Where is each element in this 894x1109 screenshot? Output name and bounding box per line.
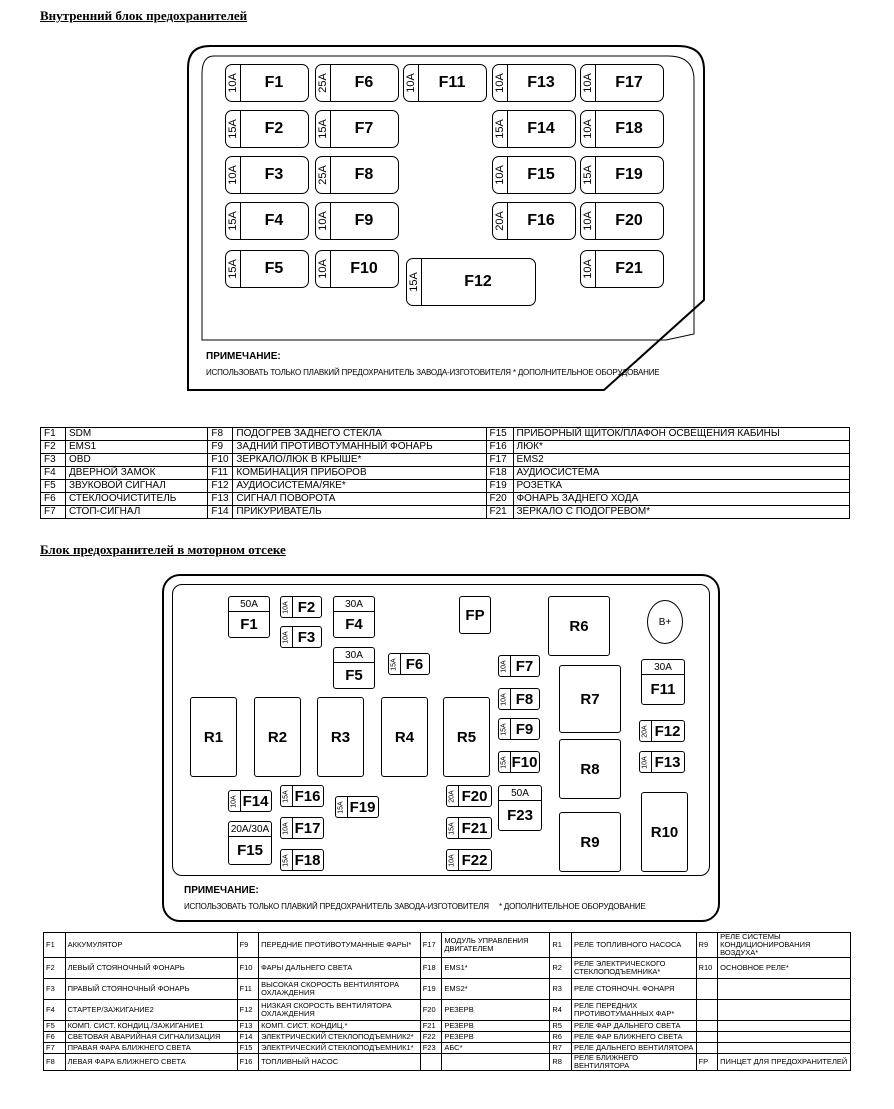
legend-code: F21 <box>486 506 513 519</box>
fuse-id: F16 <box>294 787 321 805</box>
legend-code: F10 <box>208 454 233 467</box>
engine-mini-fuse-f9 <box>498 718 540 740</box>
fuse-id: F16 <box>527 212 555 229</box>
engine-mini-fuse-f12 <box>639 720 685 742</box>
legend-description: РЕЛЕ СТОЯНОЧН. ФОНАРЯ <box>572 979 697 1000</box>
fuse-rating: 15A <box>499 752 511 772</box>
legend-code: F1 <box>44 933 66 958</box>
fuse-rating: 10A <box>316 251 331 287</box>
table-row <box>41 467 850 480</box>
engine-note-text: ИСПОЛЬЗОВАТЬ ТОЛЬКО ПЛАВКИЙ ПРЕДОХРАНИТЕЛЬ ЗАВОДА-ИЗГОТОВИТЕЛЯ * ДОПОЛНИТЕЛЬНОЕ ОБОРУДОВАНИЕ <box>184 902 646 911</box>
legend-code: F6 <box>44 1032 66 1043</box>
engine-legend-table <box>43 932 851 1071</box>
legend-description: ЗЕРКАЛО/ЛЮК В КРЫШЕ* <box>233 454 486 467</box>
fuse-id: F11 <box>650 680 676 698</box>
interior-title: Внутренний блок предохранителей <box>40 8 248 23</box>
engine-mini-fuse-f21 <box>446 817 492 839</box>
engine-mini-fuse-f3 <box>280 626 322 648</box>
legend-description: АККУМУЛЯТОР <box>65 933 237 958</box>
relay-r5: R5 <box>443 697 490 777</box>
legend-code: F4 <box>44 1000 66 1021</box>
fuse-id: F20 <box>461 787 488 805</box>
table-row <box>44 1000 851 1021</box>
table-row <box>44 1054 851 1071</box>
legend-code: F17 <box>420 933 442 958</box>
interior-fuse-f8 <box>315 156 399 194</box>
fuse-rating: 10A <box>281 597 293 617</box>
legend-description: SDM <box>66 428 208 441</box>
legend-description: РЕЛЕ ТОПЛИВНОГО НАСОСА <box>572 933 697 958</box>
legend-description: ТОПЛИВНЫЙ НАСОС <box>259 1054 421 1071</box>
engine-maxi-fuse-f4 <box>333 596 375 638</box>
fuse-id: F1 <box>264 74 284 91</box>
interior-fuse-f13 <box>492 64 576 102</box>
legend-code: R10 <box>696 958 718 979</box>
table-row <box>44 958 851 979</box>
legend-description: EMS2* <box>442 979 550 1000</box>
fuse-rating: 10A <box>281 818 293 838</box>
legend-description: ЛЕВАЯ ФАРА БЛИЖНЕГО СВЕТА <box>65 1054 237 1071</box>
fuse-rating: 50A <box>229 597 269 612</box>
fuse-id: F6 <box>405 655 424 673</box>
legend-code: FP <box>696 1054 718 1071</box>
fuse-rating: 15A <box>316 111 331 147</box>
relay-r6: R6 <box>548 596 610 656</box>
fuse-id: F21 <box>615 260 643 277</box>
legend-code: F19 <box>486 480 513 493</box>
legend-code: F6 <box>41 493 66 506</box>
fuse-rating: 10A <box>447 850 459 870</box>
engine-mini-fuse-f8 <box>498 688 540 710</box>
fuse-id: F3 <box>297 628 316 646</box>
engine-mini-fuse-f7 <box>498 655 540 677</box>
legend-code: F3 <box>44 979 66 1000</box>
legend-description: СТАРТЕР/ЗАЖИГАНИЕ2 <box>65 1000 237 1021</box>
fuse-rating: 25A <box>316 65 331 101</box>
legend-code: F21 <box>420 1021 442 1032</box>
fuse-id: F10 <box>511 753 538 771</box>
legend-description: ВЫСОКАЯ СКОРОСТЬ ВЕНТИЛЯТОРА ОХЛАЖДЕНИЯ <box>259 979 421 1000</box>
legend-code: F23 <box>420 1043 442 1054</box>
engine-mini-fuse-f2 <box>280 596 322 618</box>
fuse-id: F19 <box>615 166 643 183</box>
engine-maxi-fuse-f15 <box>228 821 272 865</box>
legend-code: F5 <box>41 480 66 493</box>
fuse-rating: 10A <box>493 157 508 193</box>
legend-code: F11 <box>208 467 233 480</box>
legend-code: F8 <box>208 428 233 441</box>
legend-description: ПРИКУРИВАТЕЛЬ <box>233 506 486 519</box>
legend-description: АУДИОСИСТЕМА <box>513 467 849 480</box>
legend-description: РЕЛЕ ЭЛЕКТРИЧЕСКОГО СТЕКЛОПОДЪЕМНИКА* <box>572 958 697 979</box>
legend-code: F15 <box>237 1043 259 1054</box>
fuse-id: F19 <box>349 798 376 816</box>
engine-mini-fuse-f22 <box>446 849 492 871</box>
fuse-id: F7 <box>354 120 374 137</box>
fuse-id: F17 <box>294 819 321 837</box>
interior-fuse-f11 <box>403 64 487 102</box>
fuse-rating: 10A <box>581 251 596 287</box>
interior-fuse-f4 <box>225 202 309 240</box>
relay-r3: R3 <box>317 697 364 777</box>
fuse-rating: 10A <box>581 111 596 147</box>
relay-r8: R8 <box>559 739 621 799</box>
legend-code: R5 <box>550 1021 572 1032</box>
fuse-rating: 10A <box>226 65 241 101</box>
interior-fuse-f7 <box>315 110 399 148</box>
fuse-id: F20 <box>615 212 643 229</box>
fuse-id: F17 <box>615 74 643 91</box>
legend-code: R8 <box>550 1054 572 1071</box>
engine-mini-fuse-f18 <box>280 849 324 871</box>
table-row <box>41 454 850 467</box>
fuse-rating: 20A <box>493 203 508 239</box>
legend-description: РЕЛЕ ДАЛЬНЕГО ВЕНТИЛЯТОРА <box>572 1043 697 1054</box>
fuse-rating: 15A <box>336 797 348 817</box>
legend-code: F18 <box>486 467 513 480</box>
interior-fuse-f9 <box>315 202 399 240</box>
fuse-id: F9 <box>354 212 374 229</box>
engine-mini-fuse-f20 <box>446 785 492 807</box>
engine-mini-fuse-f6 <box>388 653 430 675</box>
fuse-id: F15 <box>237 841 263 859</box>
interior-fuse-f2 <box>225 110 309 148</box>
fuse-id: F2 <box>264 120 284 137</box>
engine-maxi-fuse-f11 <box>641 659 685 705</box>
fuse-rating: 15A <box>226 111 241 147</box>
fuse-rating: 50A <box>499 786 541 801</box>
legend-code <box>696 1021 718 1032</box>
legend-code: R7 <box>550 1043 572 1054</box>
legend-code: F3 <box>41 454 66 467</box>
relay-r2: R2 <box>254 697 301 777</box>
legend-code: F20 <box>486 493 513 506</box>
legend-code: F8 <box>44 1054 66 1071</box>
legend-code: R6 <box>550 1032 572 1043</box>
legend-description: АУДИОСИСТЕМА/ЯКЕ* <box>233 480 486 493</box>
legend-code: F7 <box>44 1043 66 1054</box>
legend-description: РЕЗЕРВ <box>442 1000 550 1021</box>
legend-description: РЕЗЕРВ <box>442 1021 550 1032</box>
legend-description: ЗЕРКАЛО С ПОДОГРЕВОМ* <box>513 506 849 519</box>
fuse-id: F14 <box>527 120 555 137</box>
fuse-id: F5 <box>264 260 284 277</box>
fuse-id: F5 <box>345 666 363 684</box>
legend-description: ЛЕВЫЙ СТОЯНОЧНЫЙ ФОНАРЬ <box>65 958 237 979</box>
legend-description: СВЕТОВАЯ АВАРИЙНАЯ СИГНАЛИЗАЦИЯ <box>65 1032 237 1043</box>
legend-code: F15 <box>486 428 513 441</box>
legend-code: R9 <box>696 933 718 958</box>
engine-maxi-fuse-f1 <box>228 596 270 638</box>
legend-code <box>420 1054 442 1071</box>
engine-mini-fuse-f13 <box>639 751 685 773</box>
relay-r4: R4 <box>381 697 428 777</box>
fuse-rating: 10A <box>499 689 511 709</box>
legend-description: ЗАДНИЙ ПРОТИВОТУМАННЫЙ ФОНАРЬ <box>233 441 486 454</box>
fuse-id: F4 <box>345 615 363 633</box>
table-row <box>41 441 850 454</box>
legend-code: F12 <box>237 1000 259 1021</box>
fuse-id: F13 <box>654 753 681 771</box>
legend-code: F11 <box>237 979 259 1000</box>
fuse-rating: 15A <box>499 719 511 739</box>
interior-fuse-f12 <box>406 258 536 306</box>
legend-description: ЛЮК* <box>513 441 849 454</box>
table-row <box>44 1032 851 1043</box>
relay-r10: R10 <box>641 792 688 872</box>
legend-code: F20 <box>420 1000 442 1021</box>
fuse-rating: 15A <box>281 850 293 870</box>
table-row <box>41 480 850 493</box>
legend-description: КОМП. СИСТ. КОНДИЦ.* <box>259 1021 421 1032</box>
legend-description: ЗВУКОВОЙ СИГНАЛ <box>66 480 208 493</box>
legend-code <box>696 1032 718 1043</box>
fuse-id: F18 <box>294 851 321 869</box>
engine-maxi-fuse-f5 <box>333 647 375 689</box>
legend-description: СТЕКЛООЧИСТИТЕЛЬ <box>66 493 208 506</box>
fuse-puller-slot: FP <box>459 596 491 634</box>
legend-code: R3 <box>550 979 572 1000</box>
legend-description: КОМП. СИСТ. КОНДИЦ./ЗАЖИГАНИЕ1 <box>65 1021 237 1032</box>
fuse-rating: 15A <box>493 111 508 147</box>
fuse-id: F8 <box>354 166 374 183</box>
fuse-id: F15 <box>527 166 555 183</box>
interior-fuse-f21 <box>580 250 664 288</box>
fuse-id: F13 <box>527 74 555 91</box>
legend-description: OBD <box>66 454 208 467</box>
fuse-id: F11 <box>438 74 466 91</box>
fuse-rating: 10A <box>226 157 241 193</box>
battery-plus-terminal: B+ <box>647 600 683 644</box>
legend-code <box>696 1043 718 1054</box>
fuse-rating: 10A <box>581 203 596 239</box>
legend-code: F18 <box>420 958 442 979</box>
engine-mini-fuse-f16 <box>280 785 324 807</box>
fuse-rating: 10A <box>404 65 419 101</box>
legend-code: F2 <box>44 958 66 979</box>
legend-code: F9 <box>208 441 233 454</box>
legend-code: R1 <box>550 933 572 958</box>
legend-description: EMS1* <box>442 958 550 979</box>
legend-description: РЕЛЕ БЛИЖНЕГО ВЕНТИЛЯТОРА <box>572 1054 697 1071</box>
legend-description: EMS1 <box>66 441 208 454</box>
legend-description: ПРИБОРНЫЙ ЩИТОК/ПЛАФОН ОСВЕЩЕНИЯ КАБИНЫ <box>513 428 849 441</box>
legend-description <box>718 1043 851 1054</box>
legend-description: EMS2 <box>513 454 849 467</box>
engine-mini-fuse-f10 <box>498 751 540 773</box>
legend-description: ПРАВЫЙ СТОЯНОЧНЫЙ ФОНАРЬ <box>65 979 237 1000</box>
interior-fuse-f14 <box>492 110 576 148</box>
table-row <box>44 1021 851 1032</box>
table-row <box>44 933 851 958</box>
legend-description <box>718 1032 851 1043</box>
engine-note-title: ПРИМЕЧАНИЕ: <box>184 885 259 896</box>
legend-code: F17 <box>486 454 513 467</box>
interior-note-title: ПРИМЕЧАНИЕ: <box>206 351 281 362</box>
fuse-id: F12 <box>654 722 681 740</box>
fuse-id: F1 <box>240 615 258 633</box>
table-row <box>44 1043 851 1054</box>
relay-r7: R7 <box>559 665 621 733</box>
legend-description: РЕЛЕ СИСТЕМЫ КОНДИЦИОНИРОВАНИЯ ВОЗДУХА* <box>718 933 851 958</box>
interior-fuse-f3 <box>225 156 309 194</box>
legend-code <box>696 979 718 1000</box>
legend-description: СТОП-СИГНАЛ <box>66 506 208 519</box>
legend-code: F22 <box>420 1032 442 1043</box>
fuse-id: F22 <box>461 851 488 869</box>
fuse-rating: 20A/30A <box>229 822 271 837</box>
legend-code: F12 <box>208 480 233 493</box>
fuse-rating: 30A <box>334 597 374 612</box>
fuse-id: F10 <box>350 260 378 277</box>
fuse-rating: 10A <box>640 752 652 772</box>
legend-description: РОЗЕТКА <box>513 480 849 493</box>
interior-fuse-f15 <box>492 156 576 194</box>
legend-description: РЕЛЕ ФАР БЛИЖНЕГО СВЕТА <box>572 1032 697 1043</box>
fuse-id: F14 <box>242 792 269 810</box>
legend-code: F19 <box>420 979 442 1000</box>
legend-description: АБС* <box>442 1043 550 1054</box>
interior-fuse-f1 <box>225 64 309 102</box>
interior-fuse-f5 <box>225 250 309 288</box>
fuse-rating: 15A <box>447 818 459 838</box>
fuse-rating: 20A <box>447 786 459 806</box>
fuse-rating: 15A <box>581 157 596 193</box>
legend-code: F13 <box>237 1021 259 1032</box>
fuse-rating: 15A <box>407 259 422 305</box>
fuse-id: F8 <box>515 690 534 708</box>
interior-fuse-f17 <box>580 64 664 102</box>
legend-code: F1 <box>41 428 66 441</box>
legend-code: F5 <box>44 1021 66 1032</box>
legend-code: R2 <box>550 958 572 979</box>
fuse-rating: 15A <box>226 203 241 239</box>
fuse-rating: 10A <box>581 65 596 101</box>
engine-title: Блок предохранителей в моторном отсеке <box>40 542 286 557</box>
legend-code: F7 <box>41 506 66 519</box>
legend-description: ДВЕРНОЙ ЗАМОК <box>66 467 208 480</box>
legend-description: СИГНАЛ ПОВОРОТА <box>233 493 486 506</box>
fuse-id: F12 <box>464 273 492 290</box>
fuse-rating: 15A <box>226 251 241 287</box>
legend-code <box>696 1000 718 1021</box>
interior-fuse-f19 <box>580 156 664 194</box>
legend-code: F16 <box>486 441 513 454</box>
legend-description: ФОНАРЬ ЗАДНЕГО ХОДА <box>513 493 849 506</box>
fuse-id: F6 <box>354 74 374 91</box>
interior-fuse-f16 <box>492 202 576 240</box>
relay-r1: R1 <box>190 697 237 777</box>
interior-fuse-f20 <box>580 202 664 240</box>
legend-code: F2 <box>41 441 66 454</box>
interior-legend-table <box>40 427 850 519</box>
legend-description: ПОДОГРЕВ ЗАДНЕГО СТЕКЛА <box>233 428 486 441</box>
legend-description <box>718 979 851 1000</box>
legend-code: F13 <box>208 493 233 506</box>
fuse-rating: 10A <box>493 65 508 101</box>
interior-fuse-f18 <box>580 110 664 148</box>
legend-code: F14 <box>208 506 233 519</box>
legend-description <box>442 1054 550 1071</box>
legend-description: ПЕРЕДНИЕ ПРОТИВОТУМАННЫЕ ФАРЫ* <box>259 933 421 958</box>
legend-code: F9 <box>237 933 259 958</box>
fuse-rating: 30A <box>642 660 684 675</box>
fuse-id: F18 <box>615 120 643 137</box>
table-row <box>41 493 850 506</box>
fuse-id: F21 <box>461 819 488 837</box>
legend-code: R4 <box>550 1000 572 1021</box>
legend-description: ЭЛЕКТРИЧЕСКИЙ СТЕКЛОПОДЪЕМНИК2* <box>259 1032 421 1043</box>
fuse-rating: 10A <box>229 791 241 811</box>
engine-maxi-fuse-f23 <box>498 785 542 831</box>
fuse-rating: 30A <box>334 648 374 663</box>
legend-description: ПИНЦЕТ ДЛЯ ПРЕДОХРАНИТЕЛЕЙ <box>718 1054 851 1071</box>
engine-mini-fuse-f17 <box>280 817 324 839</box>
legend-description: РЕЛЕ ФАР ДАЛЬНЕГО СВЕТА <box>572 1021 697 1032</box>
fuse-id: F7 <box>515 657 534 675</box>
legend-description: ФАРЫ ДАЛЬНЕГО СВЕТА <box>259 958 421 979</box>
legend-description: КОМБИНАЦИЯ ПРИБОРОВ <box>233 467 486 480</box>
interior-note-text: ИСПОЛЬЗОВАТЬ ТОЛЬКО ПЛАВКИЙ ПРЕДОХРАНИТЕЛЬ ЗАВОДА-ИЗГОТОВИТЕЛЯ * ДОПОЛНИТЕЛЬНОЕ ОБОРУДОВАНИЕ <box>206 368 660 377</box>
legend-description <box>718 1000 851 1021</box>
engine-mini-fuse-f14 <box>228 790 272 812</box>
legend-code: F10 <box>237 958 259 979</box>
fuse-rating: 15A <box>281 786 293 806</box>
table-row <box>44 979 851 1000</box>
legend-description: ОСНОВНОЕ РЕЛЕ* <box>718 958 851 979</box>
interior-fuse-f6 <box>315 64 399 102</box>
relay-r9: R9 <box>559 812 621 872</box>
fuse-id: F3 <box>264 166 284 183</box>
fuse-id: F2 <box>297 598 316 616</box>
fuse-id: F9 <box>515 720 534 738</box>
fuse-rating: 10A <box>316 203 331 239</box>
interior-fuse-f10 <box>315 250 399 288</box>
fuse-rating: 25A <box>316 157 331 193</box>
legend-description: МОДУЛЬ УПРАВЛЕНИЯ ДВИГАТЕЛЕМ <box>442 933 550 958</box>
fuse-id: F23 <box>507 806 533 824</box>
fuse-id: F4 <box>264 212 284 229</box>
legend-code: F4 <box>41 467 66 480</box>
legend-description: ПРАВАЯ ФАРА БЛИЖНЕГО СВЕТА <box>65 1043 237 1054</box>
legend-code: F14 <box>237 1032 259 1043</box>
table-row <box>41 428 850 441</box>
legend-description: РЕЛЕ ПЕРЕДНИХ ПРОТИВОТУМАННЫХ ФАР* <box>572 1000 697 1021</box>
fuse-rating: 15A <box>389 654 401 674</box>
legend-description: НИЗКАЯ СКОРОСТЬ ВЕНТИЛЯТОРА ОХЛАЖДЕНИЯ <box>259 1000 421 1021</box>
legend-code: F16 <box>237 1054 259 1071</box>
table-row <box>41 506 850 519</box>
legend-description: ЭЛЕКТРИЧЕСКИЙ СТЕКЛОПОДЪЕМНИК1* <box>259 1043 421 1054</box>
fuse-rating: 10A <box>281 627 293 647</box>
fuse-rating: 20A <box>640 721 652 741</box>
legend-description: РЕЗЕРВ <box>442 1032 550 1043</box>
fuse-rating: 10A <box>499 656 511 676</box>
engine-mini-fuse-f19 <box>335 796 379 818</box>
legend-description <box>718 1021 851 1032</box>
